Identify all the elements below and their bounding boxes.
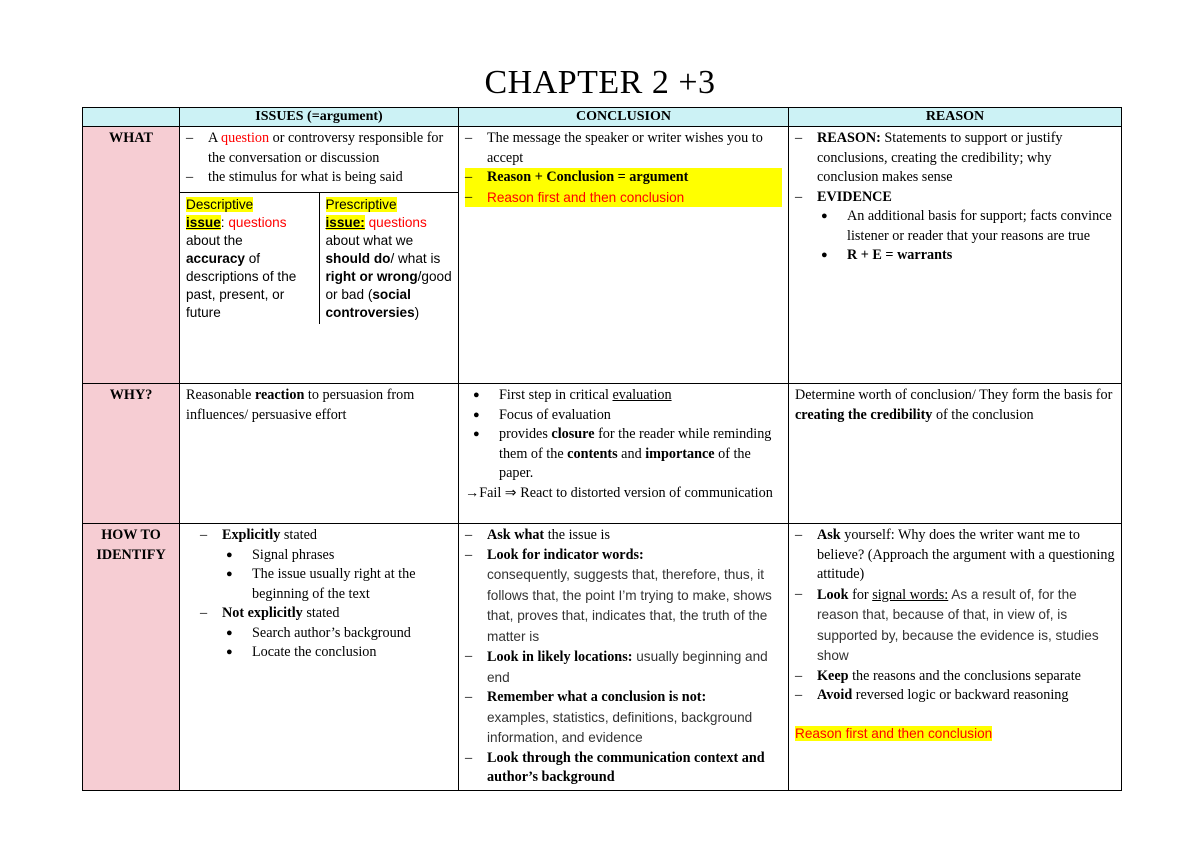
list-item: ● An additional basis for support; facts convince listener or reader that your reasons are true (821, 208, 1112, 244)
list-item: – Explicitly stated (200, 527, 317, 543)
row-label-why: WHY? (83, 384, 180, 524)
list-item: – A question or controversy responsible for the conversation or discussion (186, 130, 444, 166)
list-item: – Look for indicator words: consequently, suggests that, therefore, thus, it follows that, the point I’m trying to make, shows that, proves that, indicates that, the truth of the matter is (465, 546, 772, 644)
list-item: – EVIDENCE (795, 188, 892, 205)
row-what (83, 127, 1122, 384)
what-conclusion-cell (459, 127, 789, 384)
list-item: – Reason first and then conclusion (465, 188, 782, 208)
list-item: – Avoid reversed logic or backward reasoning (795, 687, 1069, 703)
why-reason-cell: Determine worth of conclusion/ They form the basis for creating the credibility of the conclusion (789, 384, 1122, 524)
descriptive-issue: Descriptive issue: questions about the accuracy of descriptions of the past, present, or future (186, 196, 297, 320)
what-issues-cell (180, 127, 459, 384)
how-conclusion-cell (459, 524, 789, 791)
page-title: CHAPTER 2 +3 (484, 64, 716, 101)
list-item: – Look in likely locations: usually beginning and end (465, 648, 768, 685)
list-item: – Ask what the issue is (465, 527, 610, 543)
list-item: – The message the speaker or writer wishes you to accept (465, 130, 763, 166)
header-corner (83, 108, 180, 127)
header-row (83, 108, 1122, 127)
list-item: – Not explicitly stated (200, 605, 340, 621)
list-item: – REASON: Statements to support or justify conclusions, creating the credibility; why conclusion makes sense (795, 130, 1063, 185)
why-issues-cell: Reasonable reaction to persuasion from influences/ persuasive effort (180, 384, 459, 524)
reason-final-note: Reason first and then conclusion (795, 725, 993, 741)
what-reason-cell (789, 127, 1122, 384)
prescriptive-issue: Prescriptive issue: questions about what we should do/ what is right or wrong/good or bad (social controversies) (319, 193, 459, 324)
header-reason: REASON (789, 108, 1122, 127)
list-item: – Look for signal words: As a result of, for the reason that, because of that, in view of, is supported by, because the evidence is, studies show (795, 585, 1099, 663)
list-item: – Remember what a conclusion is not: examples, statistics, definitions, background information, and evidence (465, 689, 753, 745)
summary-table (82, 107, 1122, 791)
row-label-what: WHAT (83, 127, 180, 384)
list-item: ● Signal phrases (226, 546, 335, 563)
list-item: ● Locate the conclusion (226, 644, 377, 660)
list-item: ● The issue usually right at the beginning of the text (226, 566, 416, 602)
issue-types (180, 192, 458, 324)
list-item: ● Search author’s background (226, 624, 411, 641)
row-why (83, 384, 1122, 524)
how-reason-cell (789, 524, 1122, 791)
header-conclusion: CONCLUSION (459, 108, 789, 127)
header-issues: ISSUES (=argument) (180, 108, 459, 127)
why-conclusion-cell (459, 384, 789, 524)
list-item: ● R + E = warrants (821, 247, 953, 263)
fail-note: →Fail ⇒ React to distorted version of communication (465, 484, 773, 501)
list-item: – the stimulus for what is being said (186, 169, 403, 185)
row-label-how: HOW TO IDENTIFY (83, 524, 180, 791)
how-issues-cell (180, 524, 459, 791)
list-item: – Ask yourself: Why does the writer want me to believe? (Approach the argument with a questioning attitude) (795, 527, 1115, 582)
list-item: ● Focus of evaluation (473, 406, 611, 423)
list-item: ● provides closure for the reader while reminding them of the contents and importance of the paper. (473, 426, 772, 481)
row-how (83, 524, 1122, 791)
list-item: – Keep the reasons and the conclusions separate (795, 667, 1081, 684)
list-item: ● First step in critical evaluation (473, 387, 672, 403)
list-item: – Reason + Conclusion = argument (465, 168, 782, 188)
list-item: – Look through the communication context and author’s background (465, 749, 765, 785)
